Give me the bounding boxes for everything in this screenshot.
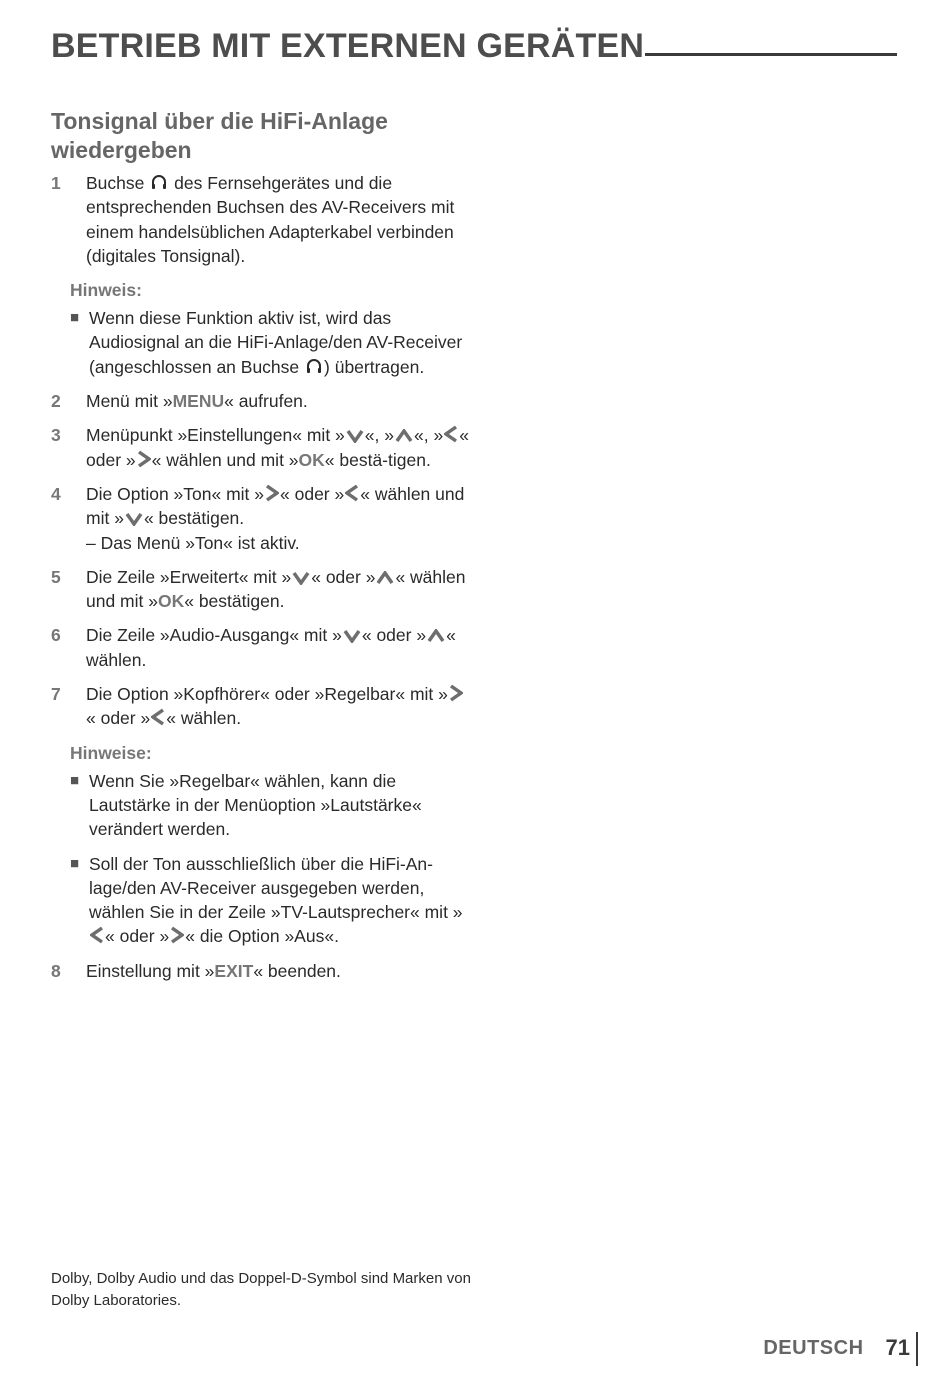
chevron-right-icon bbox=[137, 450, 151, 468]
step-2: 2 Menü mit »MENU« aufrufen. bbox=[51, 389, 471, 413]
step-7: 7 Die Option »Kopfhörer« oder »Regelbar« mit »« oder » « wählen. bbox=[51, 682, 471, 731]
step-1 bbox=[51, 171, 471, 268]
ok-button-label: OK bbox=[298, 449, 325, 470]
headphones-icon bbox=[305, 357, 323, 375]
note-bullet: ■ Soll der Ton ausschließlich über die HiFi-An-lage/den AV-Receiver ausgegeben werden, wählen Sie in der Zeile »TV-Lautsprecher« mit »« oder » « die Option »Aus«. bbox=[70, 852, 471, 949]
bullet-icon: ■ bbox=[70, 771, 80, 789]
section-title: Tonsignal über die HiFi-Anlage wiedergeben bbox=[51, 108, 388, 163]
page-footer bbox=[763, 1330, 918, 1366]
exit-button-label: EXIT bbox=[214, 960, 254, 981]
step-number: 7 bbox=[51, 684, 61, 705]
step-6: 6 Die Zeile »Audio-Ausgang« mit » « oder » « wählen. bbox=[51, 623, 471, 672]
chevron-right-icon bbox=[449, 684, 463, 702]
chevron-down-icon bbox=[125, 512, 143, 526]
bullet-icon: ■ bbox=[70, 309, 80, 327]
chevron-up-icon bbox=[376, 571, 394, 585]
footer-bar bbox=[916, 1332, 918, 1366]
chevron-down-icon bbox=[292, 571, 310, 585]
chevron-right-icon bbox=[265, 484, 279, 502]
note-bullet: ■ Wenn Sie »Regelbar« wählen, kann die Lautstärke in der Menüoption »Lautstärke« verändert werden. bbox=[70, 769, 471, 842]
page-number: 71 bbox=[885, 1335, 910, 1360]
step-number: 3 bbox=[51, 425, 61, 446]
step-3: 3 Menüpunkt »Einstellungen« mit » «, » «, » « oder » « wählen und mit »OK« bestä-tigen. bbox=[51, 423, 471, 472]
bullet-icon: ■ bbox=[70, 854, 80, 872]
chevron-up-icon bbox=[395, 429, 413, 443]
chevron-down-icon bbox=[346, 429, 364, 443]
chevron-down-icon bbox=[343, 629, 361, 643]
step-4: 4 Die Option »Ton« mit » « oder » « wählen und mit » « bestätigen. – Das Menü »Ton« ist aktiv. bbox=[51, 482, 471, 555]
footnote: Dolby, Dolby Audio und das Doppel-D-Symbol sind Marken von Dolby Laboratories. bbox=[51, 1270, 471, 1309]
footer-language: DEUTSCH bbox=[763, 1337, 864, 1359]
step-result: – Das Menü »Ton« ist aktiv. bbox=[86, 532, 300, 553]
chevron-left-icon bbox=[151, 708, 165, 726]
step-text: Buchse des Fernsehgerätes und die entsprechenden Buchsen des AV-Receivers mit einem handelsüblichen Adapterkabel verbinden (digitales Tonsignal). bbox=[86, 173, 455, 266]
chevron-left-icon bbox=[345, 484, 359, 502]
step-8: 8 Einstellung mit »EXIT« beenden. bbox=[51, 959, 471, 983]
step-number: 6 bbox=[51, 625, 61, 646]
headphones-icon bbox=[150, 173, 168, 191]
step-number: 5 bbox=[51, 566, 61, 587]
step-number: 4 bbox=[51, 483, 61, 504]
step-number: 2 bbox=[51, 391, 61, 412]
chevron-left-icon bbox=[90, 926, 104, 944]
chevron-up-icon bbox=[427, 629, 445, 643]
main-content bbox=[51, 107, 471, 993]
chevron-right-icon bbox=[170, 926, 184, 944]
page-title: BETRIEB MIT EXTERNEN GERÄTEN bbox=[51, 27, 645, 65]
page-header bbox=[51, 24, 897, 68]
menu-button-label: MENU bbox=[172, 391, 225, 412]
step-number: 8 bbox=[51, 960, 61, 981]
chevron-left-icon bbox=[444, 425, 458, 443]
note-title: Hinweis: bbox=[70, 280, 142, 301]
step-number: 1 bbox=[51, 173, 61, 193]
note-bullet: ■ Wenn diese Funktion aktiv ist, wird das Audiosignal an die HiFi-Anlage/den AV-Receiver (angeschlossen an Buchse ) übertragen. bbox=[70, 306, 471, 379]
step-5: 5 Die Zeile »Erweitert« mit » « oder » « wählen und mit »OK« bestätigen. bbox=[51, 565, 471, 614]
header-rule bbox=[645, 53, 897, 56]
ok-button-label: OK bbox=[157, 591, 185, 612]
note-title: Hinweise: bbox=[70, 742, 152, 763]
